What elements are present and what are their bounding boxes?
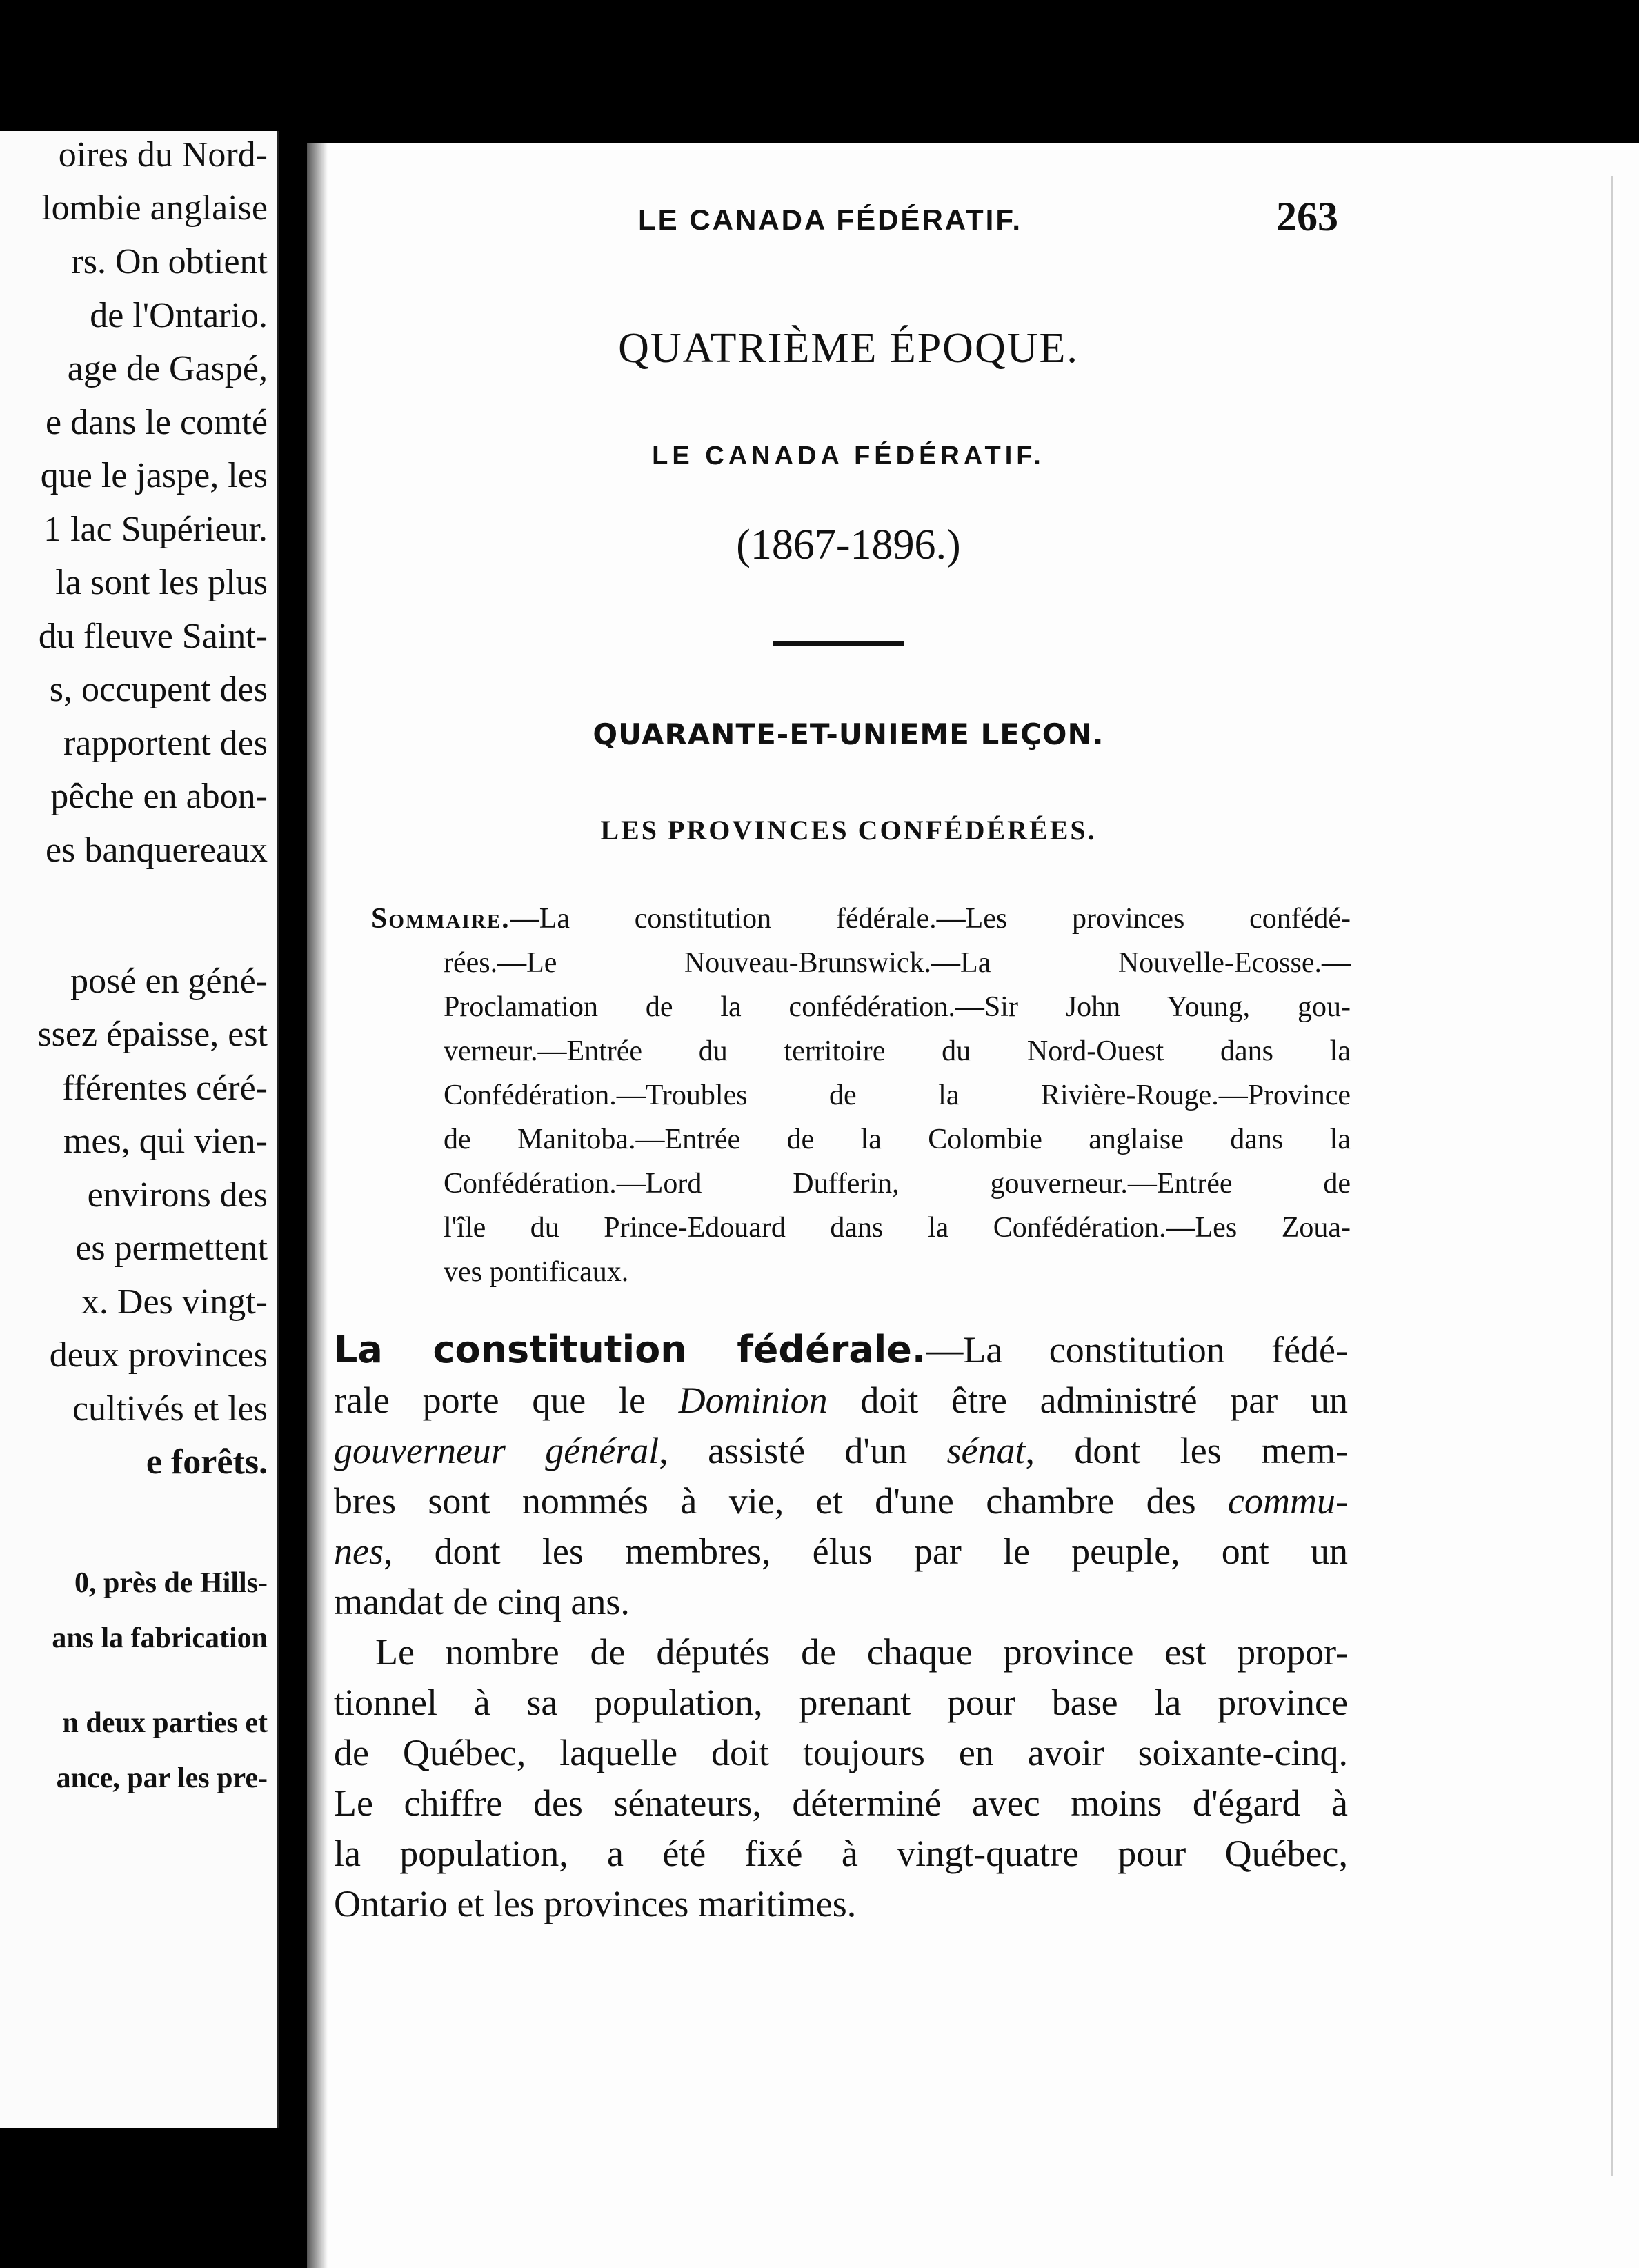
- left-page-line: ance, par les pre-: [56, 1762, 268, 1794]
- previous-page-fragment: [0, 131, 279, 2128]
- body-text-span: bres sont nommés à vie, et d'une chambre des: [334, 1480, 1229, 1522]
- italic-term: commu-: [1228, 1480, 1348, 1522]
- body-line: Ontario et les provinces maritimes.: [334, 1883, 857, 1924]
- epoch-title: QUATRIÈME ÉPOQUE.: [618, 325, 1079, 372]
- summary-line: [371, 897, 1351, 941]
- left-page-line: rs. On obtient: [71, 242, 268, 281]
- body-line: la population, a été fixé à vingt-quatre pour Québec,: [334, 1833, 1348, 1874]
- summary-line: de Manitoba.—Entrée de la Colombie anglaise dans la: [444, 1124, 1351, 1155]
- left-page-line: oires du Nord-: [58, 135, 268, 175]
- body-line: [334, 1526, 1348, 1577]
- body-text-span: , dont les membres, élus par le peuple, ont un: [383, 1531, 1348, 1572]
- left-page-line: 1 lac Supérieur.: [43, 510, 268, 549]
- body-text-span: , assisté d'un: [659, 1430, 947, 1471]
- body-line: mandat de cinq ans.: [334, 1581, 630, 1622]
- summary-line: Confédération.—Lord Dufferin, gouverneur.—Entrée de: [444, 1168, 1351, 1200]
- body-text-span: doit être administré par un: [827, 1380, 1348, 1421]
- left-page-line: mes, qui vien-: [63, 1122, 268, 1161]
- left-page-line: cultivés et les: [72, 1389, 268, 1429]
- left-page-line: environs des: [87, 1175, 268, 1215]
- summary-line: Confédération.—Troubles de la Rivière-Rouge.—Province: [444, 1080, 1351, 1111]
- left-page-line: rapportent des: [63, 724, 268, 763]
- left-page-line: s, occupent des: [49, 670, 268, 709]
- divider-rule: [773, 641, 904, 646]
- summary-line: rées.—Le Nouveau-Brunswick.—La Nouvelle-Ecosse.—: [444, 947, 1351, 979]
- left-page-line: que le jaspe, les: [40, 456, 268, 495]
- section-subtitle: LE CANADA FÉDÉRATIF.: [652, 441, 1045, 470]
- left-page-line: es banquereaux: [46, 830, 268, 870]
- body-line: tionnel à sa population, prenant pour base la province: [334, 1682, 1348, 1723]
- left-page-line: x. Des vingt-: [81, 1282, 268, 1322]
- left-page-line: e dans le comté: [46, 403, 268, 442]
- italic-term: gouverneur général: [334, 1430, 659, 1471]
- body-line: Le nombre de députés de chaque province est propor-: [375, 1631, 1348, 1673]
- left-page-line: ans la fabrication: [52, 1622, 268, 1654]
- left-page-line: age de Gaspé,: [67, 349, 268, 388]
- summary-line: Proclamation de la confédération.—Sir John Young, gou-: [444, 991, 1351, 1023]
- body-line: [334, 1375, 1348, 1426]
- summary-label: Sommaire.: [371, 903, 510, 935]
- summary-text: —La constitution fédérale.—Les provinces confédé-: [510, 903, 1351, 935]
- italic-term: Dominion: [678, 1380, 828, 1421]
- left-page-line: pêche en abon-: [50, 777, 268, 816]
- left-page-line: fférentes céré-: [62, 1068, 268, 1108]
- summary-line: ves pontificaux.: [444, 1256, 629, 1288]
- summary-line: verneur.—Entrée du territoire du Nord-Ouest dans la: [444, 1035, 1351, 1067]
- body-line: [334, 1324, 1348, 1375]
- left-page-line: la sont les plus: [55, 563, 268, 602]
- body-line: Le chiffre des sénateurs, déterminé avec moins d'égard à: [334, 1782, 1348, 1824]
- left-page-line: e forêts.: [146, 1442, 268, 1482]
- body-line: [334, 1476, 1348, 1526]
- body-text-span: , dont les mem-: [1025, 1430, 1348, 1471]
- body-line: [334, 1426, 1348, 1476]
- left-page-line: ssez épaisse, est: [37, 1015, 268, 1054]
- body-line: de Québec, laquelle doit toujours en avoir soixante-cinq.: [334, 1732, 1348, 1773]
- left-page-line: n deux parties et: [62, 1707, 268, 1739]
- italic-term: nes: [334, 1531, 384, 1572]
- page-edge: [1611, 176, 1613, 2176]
- left-page-line: du fleuve Saint-: [38, 617, 268, 656]
- date-range: (1867-1896.): [736, 521, 961, 568]
- page-number: 263: [1276, 194, 1338, 239]
- summary-line: l'île du Prince-Edouard dans la Confédération.—Les Zoua-: [444, 1212, 1351, 1244]
- left-page-line: de l'Ontario.: [90, 296, 268, 335]
- paragraph-heading: La constitution fédérale.: [334, 1328, 926, 1371]
- lesson-title: LES PROVINCES CONFÉDÉRÉES.: [600, 815, 1097, 846]
- left-page-line: es permettent: [75, 1228, 268, 1268]
- body-text-span: rale porte que le: [334, 1380, 679, 1421]
- left-page-line: lombie anglaise: [41, 188, 268, 228]
- body-text: [334, 1324, 1348, 1929]
- left-page-line: posé en géné-: [70, 962, 268, 1001]
- body-text-span: —La constitution fédé-: [926, 1329, 1348, 1371]
- running-head: LE CANADA FÉDÉRATIF.: [638, 203, 1022, 236]
- summary-block: [371, 897, 1351, 1294]
- left-page-line: deux provinces: [49, 1335, 268, 1375]
- lesson-number: QUARANTE-ET-UNIEME LEÇON.: [593, 717, 1104, 751]
- gutter-shadow: [307, 143, 328, 2268]
- italic-term: sénat: [946, 1430, 1026, 1471]
- left-page-line: 0, près de Hills-: [74, 1567, 268, 1599]
